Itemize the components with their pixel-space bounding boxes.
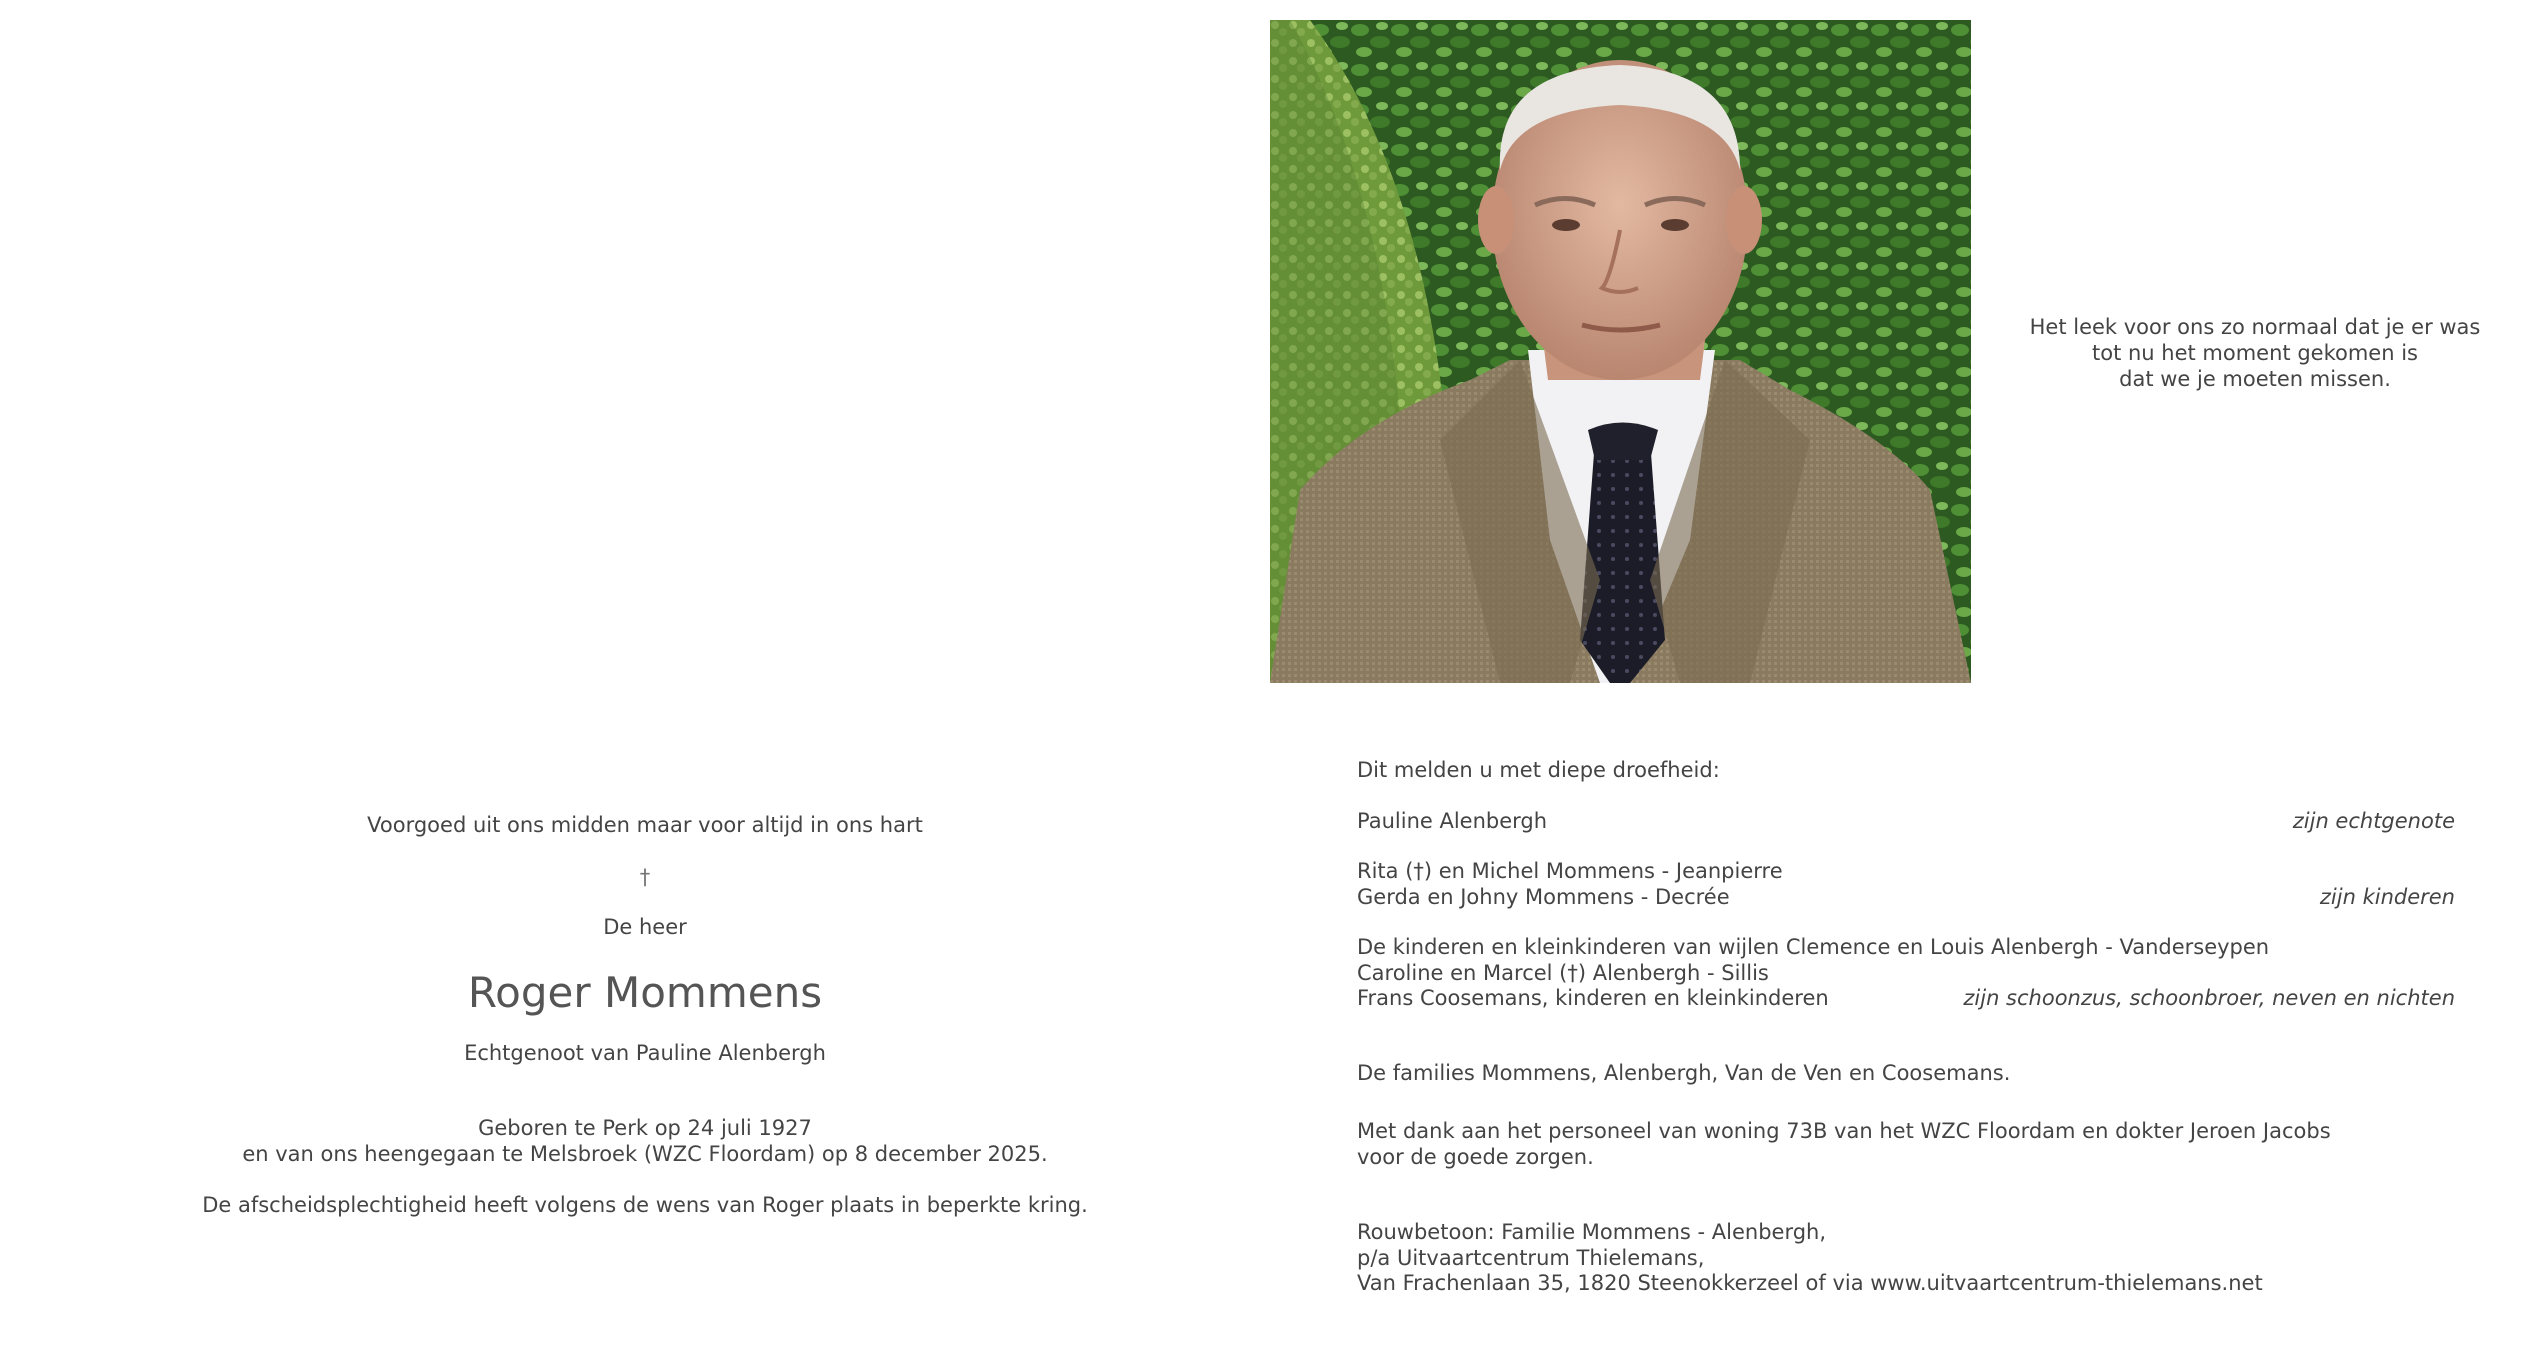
thanks-line-2: voor de goede zorgen. [1357,1145,1594,1169]
inlaws-line-1: De kinderen en kleinkinderen van wijlen Clemence en Louis Alenbergh - Vanderseypen [1357,935,2270,959]
poem [2010,314,2500,392]
portrait-photo [1270,20,1971,683]
poem-line-1: Het leek voor ons zo normaal dat je er was [2029,315,2481,339]
children-line-2: Gerda en Johny Mommens - Decrée [1357,885,1730,909]
poem-line-3: dat we je moeten missen. [2119,367,2391,391]
announcement-heading: Dit melden u met diepe droefheid: [1357,758,1720,782]
inlaws-line-3: Frans Coosemans, kinderen en kleinkinderen [1357,986,1829,1010]
thanks-line-1: Met dank aan het personeel van woning 73B van het WZC Floordam en dokter Jeroen Jacobs [1357,1119,2331,1143]
cross-symbol: † [639,865,651,889]
poem-line-2: tot nu het moment gekomen is [2092,341,2418,365]
died-line: en van ons heengegaan te Melsbroek (WZC Floordam) op 8 december 2025. [242,1142,1048,1166]
spouse-role: zijn echtgenote [2292,809,2455,833]
contact-line-2: p/a Uitvaartcentrum Thielemans, [1357,1246,1705,1270]
families-line: De families Mommens, Alenbergh, Van de Ven en Coosemans. [1357,1061,2011,1085]
contact-line-3: Van Frachenlaan 35, 1820 Steenokkerzeel of via www.uitvaartcentrum-thielemans.net [1357,1271,2263,1295]
children-role: zijn kinderen [2319,885,2455,909]
spouse-line: Echtgenoot van Pauline Alenbergh [464,1041,826,1065]
contact-line-1: Rouwbetoon: Familie Mommens - Alenbergh, [1357,1220,1827,1244]
salutation: De heer [603,915,687,939]
born-line: Geboren te Perk op 24 juli 1927 [478,1116,812,1140]
ceremony-line: De afscheidsplechtigheid heeft volgens de wens van Roger plaats in beperkte kring. [202,1193,1088,1217]
spouse-name: Pauline Alenbergh [1357,809,1548,833]
intro-text: Voorgoed uit ons midden maar voor altijd in ons hart [367,813,923,837]
inlaws-line-2: Caroline en Marcel (†) Alenbergh - Sillis [1357,961,1769,985]
inlaws-role: zijn schoonzus, schoonbroer, neven en nichten [1963,986,2455,1010]
deceased-name: Roger Mommens [467,968,823,1017]
children-line-1: Rita (†) en Michel Mommens - Jeanpierre [1357,859,1783,883]
